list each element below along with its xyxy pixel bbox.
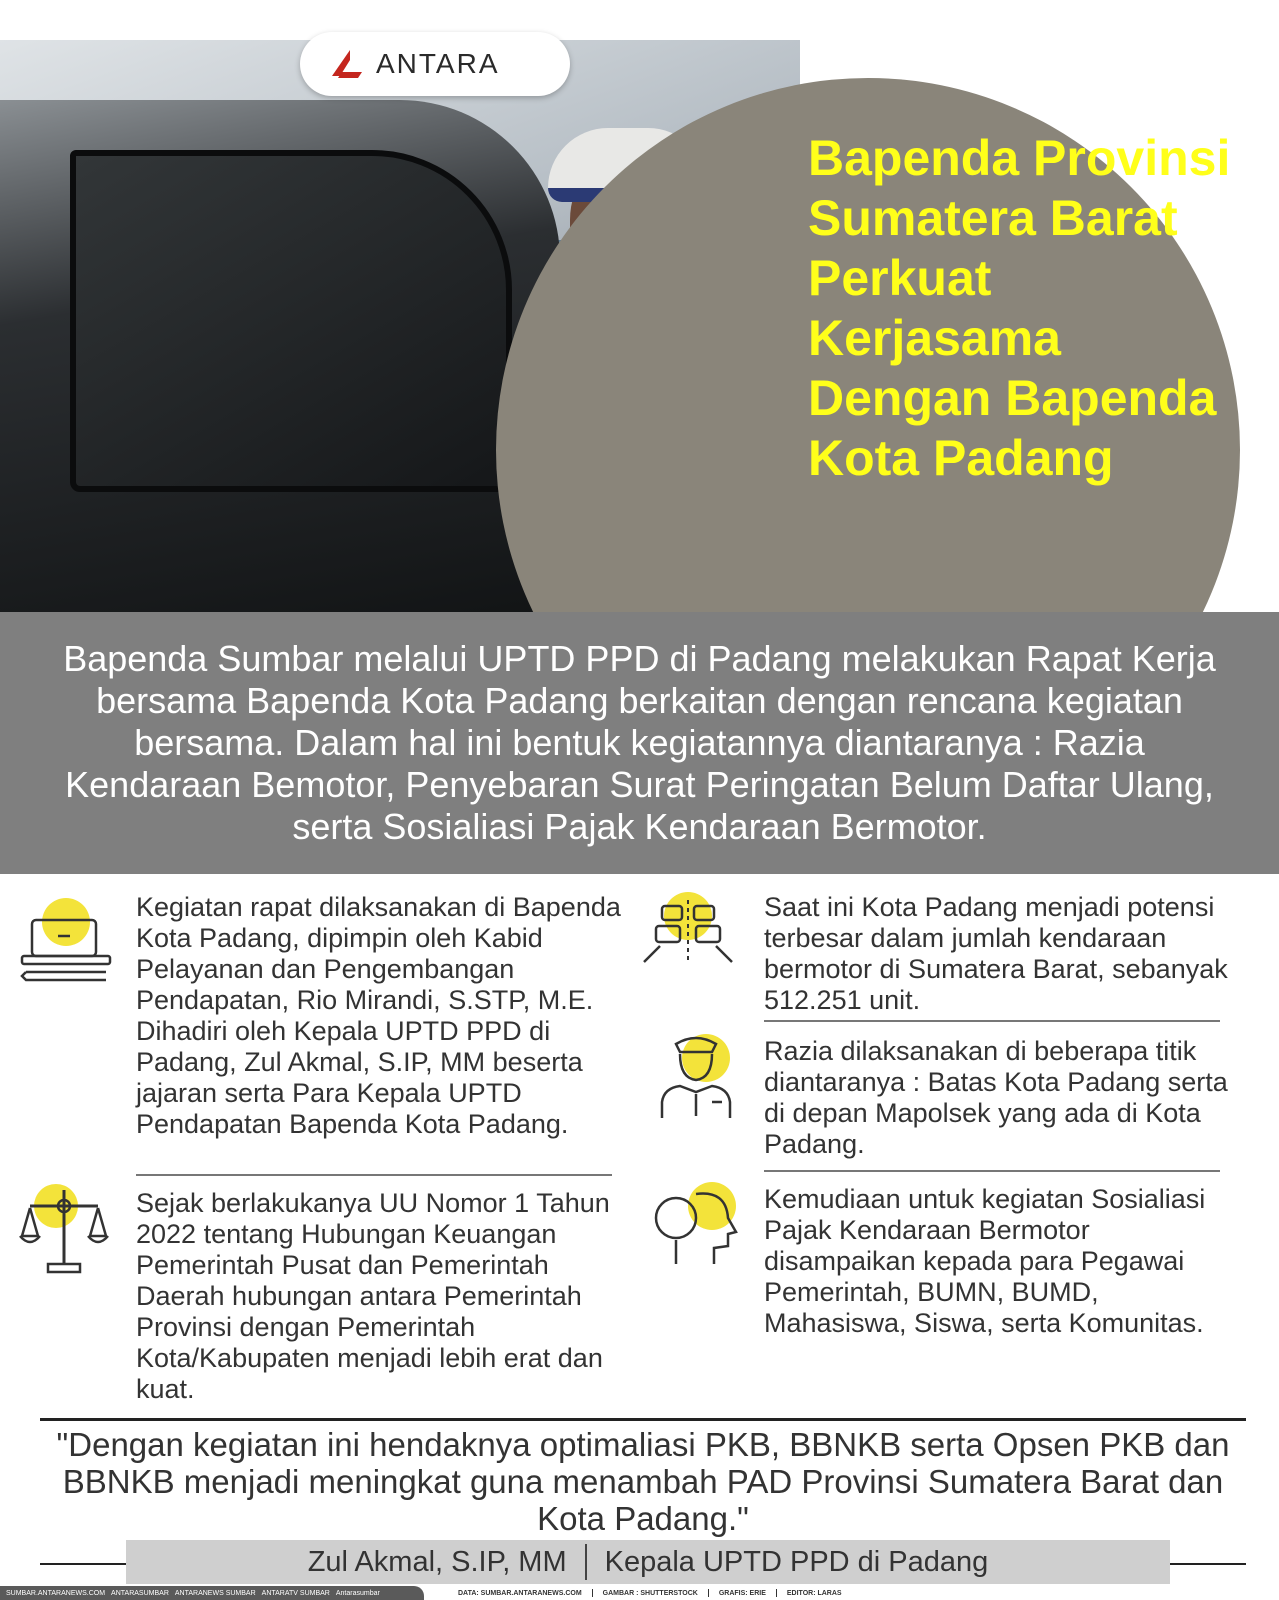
item-law-text: Sejak berlakukanya UU Nomor 1 Tahun 2022 tentang Hubungan Keuangan Pemerintah Pusat dan Pemerintah Daerah hubungan antara Pemerintah Provinsi dengan Pemerintah Kota/Kabupaten menjadi lebih erat dan kuat. (136, 1188, 610, 1404)
intro-text: Bapenda Sumbar melalui UPTD PPD di Padang melakukan Rapat Kerja bersama Bapenda Kota Padang berkaitan dengan rencana kegiatan bersama. Dalam hal ini bentuk kegiatannya diantaranya : Razia Kendaraan Bemotor, Penyebaran Surat Peringatan Belum Daftar Ulang, serta Sosialiasi Pajak Kendaraan Bermotor. (63, 638, 1216, 847)
item-vehicles-text: Saat ini Kota Padang menjadi potensi terbesar dalam jumlah kendaraan bermotor di Sumatera Barat, sebanyak 512.251 unit. (764, 892, 1228, 1015)
author-name: Zul Akmal, S.IP, MM (307, 1545, 567, 1578)
item-socialization-text: Kemudiaan untuk kegiatan Sosialiasi Pajak Kendaraan Bermotor disampaikan kepada para Pegawai Pemerintah, BUMN, BUMD, Mahasiswa, Siswa, serta Komunitas. (764, 1184, 1206, 1338)
page-title: Bapenda Provinsi Sumatera Barat Perkuat Kerjasama Dengan Bapenda Kota Padang (808, 130, 1231, 486)
quote-text: "Dengan kegiatan ini hendaknya optimaliasi PKB, BBNKB serta Opsen PKB dan BBNKB menjadi meningkat guna menambah PAD Provinsi Sumatera Barat dan Kota Padang." (56, 1426, 1230, 1537)
footer-social-bar (0, 1586, 424, 1600)
footer-social-4[interactable]: Antarasumbar (335, 1589, 380, 1597)
police-officer-icon (650, 1028, 746, 1124)
scale-icon (16, 1182, 112, 1278)
antara-logo (300, 32, 570, 96)
photo-car-window (70, 150, 512, 492)
footer-social-3[interactable]: ANTARATV SUMBAR (261, 1589, 330, 1597)
head-idea-icon (650, 1180, 746, 1276)
antara-logo-text: ANTARA (376, 48, 500, 79)
footer-social-1[interactable]: ANTARASUMBAR (111, 1589, 169, 1597)
footer-editor-credit: EDITOR: LARAS (786, 1589, 842, 1597)
footer-image-credit: GAMBAR : SHUTTERSTOCK (602, 1589, 698, 1597)
footer-separator (708, 1589, 709, 1597)
divider-right-2 (764, 1170, 1220, 1172)
divider-right-1 (764, 1020, 1220, 1022)
laptop-icon (18, 896, 114, 992)
author-line-left (40, 1563, 130, 1565)
footer-separator (592, 1589, 593, 1597)
antara-logo-icon (328, 46, 364, 82)
item-raid-text: Razia dilaksanakan di beberapa titik diantaranya : Batas Kota Padang serta di depan Mapolsek yang ada di Kota Padang. (764, 1036, 1228, 1159)
author-role: Kepala UPTD PPD di Padang (604, 1545, 989, 1578)
footer-credits (458, 1586, 1258, 1600)
traffic-cars-icon (640, 890, 736, 986)
footer-website[interactable]: SUMBAR.ANTARANEWS.COM (6, 1589, 106, 1597)
author-line-right (1166, 1563, 1246, 1565)
footer-separator (776, 1589, 777, 1597)
quote-rule (40, 1418, 1246, 1421)
footer-data-credit: DATA: SUMBAR.ANTARANEWS.COM (458, 1589, 582, 1597)
footer-social-2[interactable]: ANTARANEWS SUMBAR (174, 1589, 256, 1597)
intro-band (0, 612, 1279, 874)
divider-left (136, 1174, 612, 1176)
hero-section (0, 0, 1279, 612)
footer-graphics-credit: GRAFIS: ERIE (718, 1589, 766, 1597)
author-attribution (126, 1540, 1170, 1584)
item-meeting-text: Kegiatan rapat dilaksanakan di Bapenda Kota Padang, dipimpin oleh Kabid Pelayanan dan Pengembangan Pendapatan, Rio Mirandi, S.STP, M.E. Dihadiri oleh Kepala UPTD PPD di Padang, Zul Akmal, S.IP, MM beserta jajaran serta Para Kepala UPTD Pendapatan Bapenda Kota Padang. (136, 892, 621, 1139)
